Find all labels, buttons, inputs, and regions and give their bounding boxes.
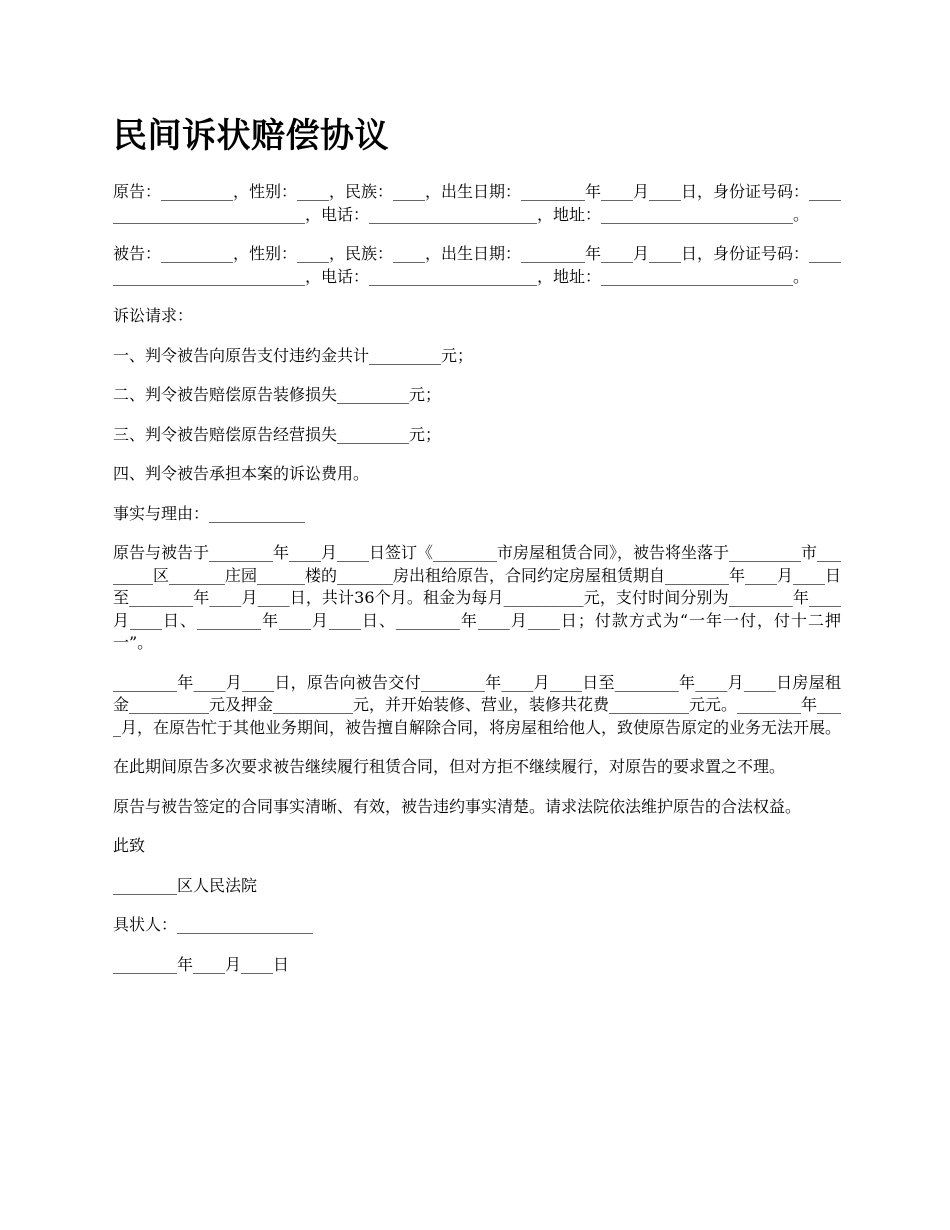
claims-heading: 诉讼请求：: [113, 306, 194, 325]
claim-item-3: 三、判令被告赔偿原告经营损失_________元；: [113, 424, 442, 444]
date-line: ________年____月____日: [113, 954, 290, 974]
plaintiff-info: 原告：_________，性别：____，民族：____，出生日期：________年____月____日，身份证号码：____________________________，电话：_____________________，地址：________________________。: [113, 182, 842, 224]
facts-heading: 事实与理由：____________: [113, 503, 306, 523]
document-body: [113, 181, 841, 993]
salutation: 此致: [113, 836, 146, 855]
facts-paragraph-1: 原告与被告于________年____月____日签订《________市房屋租赁合同》，被告将坐落于_________市________区_______庄园______楼的_______房出租给原告，合同约定房屋租赁期自________年____月____日至________年____月____日，共计36个月。租金为每月__________元，支付时间分别为________年____月____日、________年____月____日、________年____月____日；付款方式为“一年一付，付十二押一”。: [113, 543, 842, 652]
claim-item-2: 二、判令被告赔偿原告装修损失_________元；: [113, 385, 442, 404]
defendant-info: 被告：_________，性别：____，民族：____，出生日期：________年____月____日，身份证号码：____________________________，电话：_____________________，地址：________________________。: [113, 244, 842, 286]
signer-line: 具状人：_________________: [113, 915, 314, 934]
court-name: ________区人民法院: [113, 875, 258, 895]
page-title: 民间诉状赔偿协议: [113, 116, 389, 156]
facts-paragraph-4: 原告与被告签定的合同事实清晰、有效，被告违约事实清楚。请求法院依法维护原告的合法权益。: [113, 796, 802, 816]
claim-item-1: 一、判令被告向原告支付违约金共计_________元；: [113, 345, 474, 365]
facts-paragraph-2: ________年____月____日，原告向被告交付________年____月____日至________年____月____日房屋租金__________元及押金__________元，并开始装修、营业，装修共花费__________元元。________年____月，在原告忙于其他业务期间，被告擅自解除合同，将房屋租给他人，致使原告原定的业务无法开展。: [113, 672, 842, 737]
facts-paragraph-3: 在此期间原告多次要求被告继续履行租赁合同，但对方拒不继续履行，对原告的要求置之不理。: [113, 757, 786, 776]
claim-item-4: 四、判令被告承担本案的诉讼费用。: [113, 464, 370, 483]
